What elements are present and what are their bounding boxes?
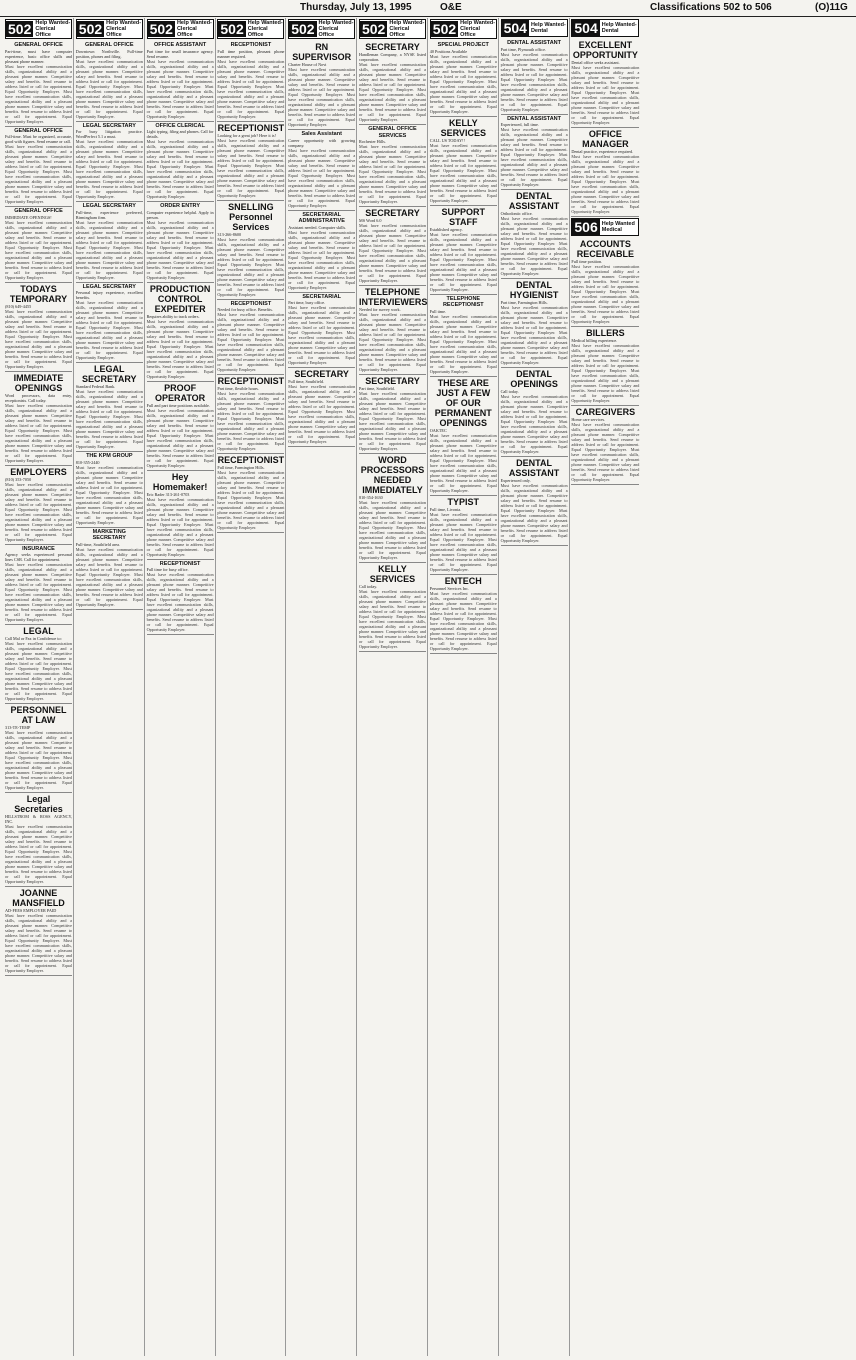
section-name: O&E — [440, 2, 462, 13]
classified-ad — [571, 39, 639, 128]
ad-headline: Legal Secretaries — [14, 794, 63, 814]
ad-heading: GENERAL OFFICE — [14, 127, 63, 134]
ad-fine-print: Must have excellent communication skills, organizational ability and a pleasant phone manner. Competitive salary and benefits. Send resume to address listed or call for appointment. Equal Opportunity Employer. Must have excellent communication skills, organizational ability and a pleasant phone manner. Competitive salary and benefits. Send resume to address listed or call for appointment. Equal Opportunity Employer. — [358, 312, 426, 372]
ad-headline: THESE ARE JUST A FEW OF OUR PERMANENT OPENINGS — [434, 377, 492, 428]
column-4 — [216, 18, 286, 1356]
classified-ad — [5, 545, 72, 626]
section-title: Help Wanted Medical — [601, 221, 635, 233]
ad-body: Career opportunity with growing company. — [288, 137, 356, 148]
ad-fine-print: Must have excellent communication skills, organizational ability and a pleasant phone manner. Competitive salary and benefits. Send resume to address listed or call for appointment. Equal Opportunity Employer. Must have excellent communication skills, organizational ability and a pleasant phone manner. Competitive salary and benefits. Send resume to address listed or call for appointment. Equal Opportunity Employer. — [5, 144, 72, 204]
ad-fine-print: Must have excellent communication skills, organizational ability and a pleasant phone manner. Competitive salary and benefits. Send resume to address listed or call for appointment. Equal Opportunity Employer. Must have excellent communication skills, organizational ability and a pleasant phone manner. Competitive salary and benefits. Send resume to address listed or call for appointment. Equal Opportunity Employer. — [288, 305, 356, 365]
ad-fine-print: Must have excellent communication skills, organizational ability and a pleasant phone manner. Competitive salary and benefits. Send resume to address listed or call for appointment. Equal Opportunity Employer. Must have excellent communication skills, organizational ability and a pleasant phone manner. Competitive salary and benefits. Send resume to address listed or call for appointment. Equal Opportunity Employer. — [217, 391, 285, 451]
ad-body: Full time for busy office. — [146, 567, 189, 572]
ad-body: Experienced, full time. — [500, 122, 539, 127]
classified-ad — [571, 238, 639, 327]
column-6 — [358, 18, 428, 1356]
ad-fine-print: Must have excellent communication skills, organizational ability and a pleasant phone manner. Competitive salary and benefits. Send resume to address listed or call for appointment. Equal Opportunity Employer. Must have excellent communication skills, organizational ability and a pleasant phone manner. Competitive salary and benefits. Send resume to address listed or call for appointment. Equal Opportunity Employer. — [429, 142, 497, 203]
classified-ad — [5, 793, 72, 887]
ad-fine-print: Must have excellent communication skills, organizational ability and a pleasant phone manner. Competitive salary and benefits. Send resume to address listed or call for appointment. Equal Opportunity Employer. Must have excellent communication skills, organizational ability and a pleasant phone manner. Competitive salary and benefits. Send resume to address listed or call for appointment. Equal Opportunity Employer. — [500, 51, 568, 112]
ad-body: Downtown Northville. Full-time position, phones and filing. — [75, 48, 143, 59]
page-date: Thursday, July 13, 1995 — [300, 2, 412, 13]
ad-headline: Hey Homemaker! — [152, 471, 208, 492]
ad-heading: TELEPHONE RECEPTIONIST — [442, 295, 484, 308]
ad-body: Full time. — [429, 308, 447, 314]
ad-headline: OFFICE MANAGER — [582, 129, 629, 149]
ad-body: Full-time, Southfield area. — [75, 541, 120, 547]
ad-body: Full time position, pleasant phone manner required. — [217, 48, 285, 59]
ad-body: Dental practice, experience required. — [571, 149, 634, 154]
ad-fine-print: Must have excellent communication skills, organizational ability and a pleasant phone manner. Competitive salary and benefits. Send resume to address listed or call for appointment. Equal Opportunity Employer. Must have excellent communication skills, organizational ability and a pleasant phone manner. Competitive salary and benefits. Send resume to address listed or call for appointment. Equal Opportunity Employer. — [217, 236, 285, 297]
section-number: 502 — [432, 21, 457, 37]
ad-body: Part-time, must have computer experience, basic office skills and pleasant phone manner. — [5, 48, 72, 64]
classified-ad — [5, 466, 72, 545]
classified-ad — [76, 363, 143, 452]
ad-fine-print: Must have excellent communication skills, organizational ability and a pleasant phone manner. Competitive salary and benefits. Send resume to address listed or call for appointment. Equal Opportunity Employer. Must have excellent communication skills, organizational ability and a pleasant phone manner. Competitive salary and benefits. Send resume to address listed or call for appointment. Equal Opportunity Employer. — [500, 305, 568, 365]
section-title: Help Wanted-Clerical Office — [35, 20, 71, 38]
classified-ad — [571, 406, 639, 485]
ad-headline: SNELLING Personnel Services — [228, 201, 274, 232]
ad-fine-print: Must have excellent communication skills, organizational ability and a pleasant phone manner. Competitive salary and benefits. Send resume to address listed or call for appointment. Equal Opportunity Employer. Must have excellent communication skills, organizational ability and a pleasant phone manner. Competitive salary and benefits. Send resume to address listed or call for appointment. Equal Opportunity Employer. — [75, 58, 143, 119]
ad-fine-print: Must have excellent communication skills, organizational ability and a pleasant phone manner. Competitive salary and benefits. Send resume to address listed or call for appointment. Equal Opportunity Employer. Must have excellent communication skills, organizational ability and a pleasant phone manner. Competitive salary and benefits. Send resume to address listed or call for appointment. Equal Opportunity Employer. — [571, 65, 640, 125]
classified-ad — [430, 117, 497, 206]
classified-ad — [359, 563, 426, 652]
ad-body: OAKTEC — [429, 427, 447, 433]
section-header — [571, 19, 639, 37]
ad-headline: EMPLOYERS — [10, 466, 67, 477]
ad-body: Part time, Plymouth office. — [500, 46, 546, 52]
ad-fine-print: Must have excellent communication skills, organizational ability and a pleasant phone manner. Competitive salary and benefits. Send resume to address listed or call for appointment. Equal Opportunity Employer. Must have excellent communication skills, organizational ability and a pleasant phone manner. Competitive salary and benefits. Send resume to address listed or call for appointment. Equal Opportunity Employer. — [146, 219, 214, 280]
section-title: Help Wanted-Clerical Office — [247, 20, 283, 38]
classified-ad — [217, 201, 284, 300]
ad-body: 313-TE-TEMP — [5, 725, 31, 730]
section-number: 504 — [574, 20, 598, 36]
ad-headline: TYPIST — [447, 496, 480, 507]
ad-headline: WORD PROCESSORS NEEDED IMMEDIATELY — [360, 455, 425, 495]
ad-body: 313-266-8600 — [217, 231, 242, 237]
ad-fine-print: Must have excellent communication skills, organizational ability and a pleasant phone manner. Competitive salary and benefits. Send resume to address listed or call for appointment. Equal Opportunity Employer. Must have excellent communication skills, organizational ability and a pleasant phone manner. Competitive salary and benefits. Send resume to address listed or call for appointment. Equal Opportunity Employer. — [75, 300, 143, 360]
ad-headline: ACCOUNTS RECEIVABLE — [576, 239, 635, 259]
ad-headline: PERSONNEL AT LAW — [10, 705, 67, 725]
ad-body: 810-354-1630 — [358, 495, 383, 500]
ad-fine-print: Must have excellent communication skills, organizational ability and a pleasant phone manner. Competitive salary and benefits. Send resume to address listed or call for appointment. Equal Opportunity Employer. Must have excellent communication skills, organizational ability and a pleasant phone manner. Competitive salary and benefits. Send resume to address listed or call for appointment. Equal Opportunity Employer. — [500, 394, 568, 454]
ad-fine-print: Must have excellent communication skills, organizational ability and a pleasant phone manner. Competitive salary and benefits. Send resume to address listed or call for appointment. Equal Opportunity Employer. Must have excellent communication skills, organizational ability and a pleasant phone manner. Competitive salary and benefits. Send resume to address listed or call for appointment. Equal Opportunity Employer. — [75, 139, 143, 199]
ad-fine-print: Must have excellent communication skills, organizational ability and a pleasant phone manner. Competitive salary and benefits. Send resume to address listed or call for appointment. Equal Opportunity Employer. Must have excellent communication skills, organizational ability and a pleasant phone manner. Competitive salary and benefits. Send resume to address listed or call for appointment. Equal Opportunity Employer. — [429, 231, 497, 292]
ad-fine-print: Must have excellent communication skills, organizational ability and a pleasant phone manner. Competitive salary and benefits. Send resume to address listed or call for appointment. Equal Opportunity Employer. Must have excellent communication skills, organizational ability and a pleasant phone manner. Competitive salary and benefits. Send resume to address listed or call for appointment. Equal Opportunity Employer. — [5, 308, 72, 369]
section-title: Help Wanted-Clerical Office — [176, 20, 212, 38]
ad-heading: OFFICE CLERICAL — [155, 122, 205, 129]
classified-ad — [147, 471, 214, 560]
ad-heading: LEGAL SECRETARY — [82, 283, 136, 290]
ad-headline: KELLY SERVICES — [440, 117, 486, 138]
ad-heading: GENERAL OFFICE SERVICES — [368, 126, 417, 139]
section-header-medical — [571, 218, 639, 236]
section-title: Help Wanted-Dental — [601, 22, 637, 34]
classified-ad — [288, 41, 355, 130]
ad-body: Needed for survey work. — [358, 307, 401, 312]
ad-body: Part time, busy office. — [288, 300, 326, 305]
ad-fine-print: Must have excellent communication skills, organizational ability and a pleasant phone manner. Competitive salary and benefits. Send resume to address listed or call for appointment. Equal Opportunity Employer. Must have excellent communication skills, organizational ability and a pleasant phone manner. Competitive salary and benefits. Send resume to address listed or call for appointment. Equal Opportunity Employer. — [5, 641, 72, 701]
section-header — [217, 19, 284, 39]
classified-ad — [359, 286, 426, 375]
ad-heading: RECEPTIONIST — [230, 42, 272, 48]
ad-body: Home care services. — [571, 417, 606, 422]
classified-ad — [288, 130, 355, 211]
section-header — [359, 19, 426, 39]
ad-headline: LEGAL SECRETARY — [82, 364, 137, 384]
ad-body: CALL US TODAY!! — [429, 137, 465, 143]
ad-body: Personnel Services Inc. — [429, 585, 469, 591]
ad-fine-print: Must have excellent communication skills, organizational ability and a pleasant phone manner. Competitive salary and benefits. Send resume to address listed or call for appointment. Equal Opportunity Employer. Must have excellent communication skills, organizational ability and a pleasant phone manner. Competitive salary and benefits. Send resume to address listed or call for appointment. Equal Opportunity Employer. — [5, 562, 72, 622]
ad-headline: DENTAL HYGIENIST — [509, 280, 559, 300]
ad-fine-print: Must have excellent communication skills, organizational ability and a pleasant phone manner. Competitive salary and benefits. Send resume to address listed or call for appointment. Equal Opportunity Employer. Must have excellent communication skills, organizational ability and a pleasant phone manner. Competitive salary and benefits. Send resume to address listed or call for appointment. Equal Opportunity Employer. — [358, 589, 426, 649]
ad-body: Full time, Farmington Hills. — [217, 465, 265, 470]
section-header — [501, 19, 568, 37]
ad-fine-print: Must have excellent communication skills, organizational ability and a pleasant phone manner. Competitive salary and benefits. Send resume to address listed or call for appointment. Equal Opportunity Employer. Must have excellent communication skills, organizational ability and a pleasant phone manner. Competitive salary and benefits. Send resume to address listed or call for appointment. Equal Opportunity Employer. — [75, 219, 143, 280]
classified-ad — [5, 207, 72, 283]
classified-ad — [571, 128, 639, 217]
ad-fine-print: Must have excellent communication skills, organizational ability and a pleasant phone manner. Competitive salary and benefits. Send resume to address listed or call for appointment. Equal Opportunity Employer. Must have excellent communication skills, organizational ability and a pleasant phone manner. Competitive salary and benefits. Send resume to address listed or call for appointment. Equal Opportunity Employer. — [5, 481, 72, 542]
ad-heading: LEGAL SECRETARY — [82, 122, 136, 129]
classified-ad — [288, 211, 355, 293]
ad-body: Call Mal or Fax in Confidence to: — [5, 636, 62, 641]
section-number: 504 — [503, 20, 527, 36]
classified-ad — [288, 293, 355, 369]
classified-ad — [430, 41, 497, 117]
classified-ad — [217, 454, 284, 533]
ad-headline: SECRETARY — [365, 208, 420, 218]
classified-ad — [5, 887, 72, 976]
ad-fine-print: Must have excellent communication skills, organizational ability and a pleasant phone manner. Competitive salary and benefits. Send resume to address listed or call for appointment. Equal Opportunity Employer. Must have excellent communication skills, organizational ability and a pleasant phone manner. Competitive salary and benefits. Send resume to address listed or call for appointment. Equal Opportunity Employer. — [146, 139, 214, 199]
ad-fine-print: Must have excellent communication skills, organizational ability and a pleasant phone manner. Competitive salary and benefits. Send resume to address listed or call for appointment. Equal Opportunity Employer. Must have excellent communication skills, organizational ability and a pleasant phone manner. Competitive salary and benefits. Send resume to address listed or call for appointment. Equal Opportunity Employer. — [217, 137, 285, 198]
ad-body: Part time, Southfield. — [358, 386, 395, 391]
ad-heading: MARKETING SECRETARY — [92, 528, 126, 541]
ad-body: Agency seeks experienced personal lines CSR. Call for appointment. — [5, 552, 72, 562]
section-title: Help Wanted-Dental — [530, 22, 566, 34]
section-header — [288, 19, 355, 39]
section-number: 502 — [8, 21, 32, 37]
ad-heading: LEGAL SECRETARY — [82, 203, 136, 209]
section-title: Help Wanted-Clerical Office — [318, 20, 354, 38]
classified-ad — [5, 127, 72, 208]
ad-body: Part time, Farmington Hills. — [500, 300, 548, 305]
ad-heading: SECRETARIAL ADMINISTRATIVE — [298, 211, 345, 224]
ad-headline: LEGAL — [23, 626, 54, 636]
classified-ad — [359, 41, 426, 125]
classified-ad — [359, 375, 426, 454]
ad-fine-print: Must have excellent communication skills, organizational ability and a pleasant phone manner. Competitive salary and benefits. Send resume to address listed or call for appointment. Equal Opportunity Employer. Must have excellent communication skills, organizational ability and a pleasant phone manner. Competitive salary and benefits. Send resume to address listed or call for appointment. Equal Opportunity Employer. — [358, 223, 426, 283]
ad-body: 40 Positions Available — [429, 48, 468, 54]
column-9 — [570, 18, 640, 1356]
ad-body: Full and part time positions available. — [146, 402, 210, 408]
ad-heading: Sales Assistant — [301, 131, 342, 137]
ad-body: Needed for busy office. Benefits. — [217, 307, 273, 312]
column-7 — [429, 18, 499, 1356]
classified-ad — [501, 368, 568, 457]
column-8 — [500, 18, 570, 1356]
ad-body: Handleman Company, a NYSE listed corporation. — [358, 52, 426, 62]
ad-body: Eric Rader 313-261-0703 — [146, 491, 190, 497]
ad-body: Part time, flexible hours. — [217, 386, 259, 391]
ad-headline: SUPPORT STAFF — [441, 206, 486, 227]
ad-fine-print: Must have excellent communication skills, organizational ability and a pleasant phone manner. Competitive salary and benefits. Send resume to address listed or call for appointment. Equal Opportunity Employer. Must have excellent communication skills, organizational ability and a pleasant phone manner. Competitive salary and benefits. Send resume to address listed or call for appointment. Equal Opportunity Employer. — [217, 470, 285, 530]
ad-heading: DENTAL ASSISTANT — [507, 40, 562, 46]
ad-body: (810) 353-7050 — [5, 476, 32, 482]
ad-body: Dental office seeks assistant. — [571, 60, 620, 65]
column-1 — [4, 18, 74, 1356]
section-number: 502 — [149, 21, 173, 37]
classified-ad — [147, 41, 214, 122]
ad-body: Part time for small insurance agency. Send resume. — [146, 48, 214, 59]
ad-headline: BILLERS — [586, 328, 625, 338]
ad-body: Established agency. — [429, 226, 463, 232]
ad-body: Full time, Livonia. — [429, 506, 462, 512]
ad-headline: PROOF OPERATOR — [155, 382, 206, 403]
ad-headline: JOANNE MANSFIELD — [12, 888, 65, 908]
classifications-range: Classifications 502 to 506 — [650, 2, 772, 13]
classified-ad — [76, 202, 143, 283]
classified-ad — [501, 190, 568, 279]
classified-ad — [217, 375, 284, 454]
classified-ad — [430, 496, 497, 575]
ad-body: Light typing, filing and phones. Call for details. — [146, 129, 214, 139]
ad-fine-print: Must have excellent communication skills, organizational ability and a pleasant phone manner. Competitive salary and benefits. Send resume to address listed or call for appointment. Equal Opportunity Employer. Must have excellent communication skills, organizational ability and a pleasant phone manner. Competitive salary and benefits. Send resume to address listed or call for appointment. Equal Opportunity Employer. — [358, 144, 426, 204]
ad-fine-print: Must have excellent communication skills, organizational ability and a pleasant phone manner. Competitive salary and benefits. Send resume to address listed or call for appointment. Equal Opportunity Employer. Must have excellent communication skills, organizational ability and a pleasant phone manner. Competitive salary and benefits. Send resume to address listed or call for appointment. Equal Opportunity Employer. — [358, 391, 426, 451]
classified-ad — [147, 560, 214, 636]
ad-headline: TODAYS TEMPORARY — [9, 283, 68, 304]
ad-heading: ORDER ENTRY — [160, 203, 200, 209]
classified-ad — [217, 122, 284, 201]
ad-headline: IMMEDIATE OPENINGS — [13, 372, 64, 393]
ad-fine-print: Must have excellent communication skills, organizational ability and a pleasant phone manner. Competitive salary and benefits. Send resume to address listed or call for appointment. Equal Opportunity Employer. Must have excellent communication skills, organizational ability and a pleasant phone manner. Competitive salary and benefits. Send resume to address listed or call for appointment. Equal Opportunity Employer. — [5, 63, 72, 124]
section-number: 506 — [574, 219, 598, 235]
ad-heading: DENTAL ASSISTANT — [507, 115, 562, 122]
ad-headline: RECEPTIONIST — [217, 122, 285, 133]
ad-fine-print: Must have excellent communication skills, organizational ability and a pleasant phone manner. Competitive salary and benefits. Send resume to address listed or call for appointment. Equal Opportunity Employer. Must have excellent communication skills, organizational ability and a pleasant phone manner. Competitive salary and benefits. Send resume to address listed or call for appointment. Equal Opportunity Employer. — [429, 53, 497, 114]
ad-fine-print: Must have excellent communication skills, organizational ability and a pleasant phone manner. Competitive salary and benefits. Send resume to address listed or call for appointment. Equal Opportunity Employer. Must have excellent communication skills, organizational ability and a pleasant phone manner. Competitive salary and benefits. Send resume to address listed or call for appointment. Equal Opportunity Employer. — [288, 67, 356, 127]
section-title: Help Wanted-Clerical Office — [389, 20, 425, 38]
ad-body: Personal injury experience, excellent benefits. — [75, 290, 143, 300]
ad-body: HILLSTROM & ROSS AGENCY, INC. — [5, 814, 72, 824]
classified-ad — [76, 452, 143, 528]
classified-ad — [359, 454, 426, 563]
classified-ad — [430, 377, 497, 496]
ad-fine-print: Must have excellent communication skills, organizational ability and a pleasant phone manner. Competitive salary and benefits. Send resume to address listed or call for appointment. Equal Opportunity Employer. Must have excellent communication skills, organizational ability and a pleasant phone manner. Competitive salary and benefits. Send resume to address listed or call for appointment. Equal Opportunity Employer. — [500, 483, 568, 543]
section-title: Help Wanted-Clerical Office — [106, 20, 142, 38]
ad-headline: KELLY SERVICES — [369, 564, 416, 584]
classified-ad — [501, 115, 568, 191]
ad-headline: SECRETARY — [365, 42, 420, 52]
section-header — [430, 19, 497, 39]
ad-heading: SECRETARIAL — [302, 293, 342, 300]
ad-headline: ENTECH — [444, 575, 482, 586]
classified-ad — [288, 368, 355, 447]
classified-columns — [4, 18, 854, 1356]
classified-ad — [147, 283, 214, 382]
ad-fine-print: Must have excellent communication skills, organizational ability and a pleasant phone manner. Competitive salary and benefits. Send resume to address listed or call for appointment. Equal Opportunity Employer. Must have excellent communication skills, organizational ability and a pleasant phone manner. Competitive salary and benefits. Send resume to address listed or call for appointment. Equal Opportunity Employer. — [429, 511, 497, 572]
ad-fine-print: Must have excellent communication skills, organizational ability and a pleasant phone manner. Competitive salary and benefits. Send resume to address listed or call for appointment. Equal Opportunity Employer. Must have excellent communication skills, organizational ability and a pleasant phone manner. Competitive salary and benefits. Send resume to address listed or call for appointment. Equal Opportunity Employer. — [288, 147, 356, 208]
ad-fine-print: Must have excellent communication skills, organizational ability and a pleasant phone manner. Competitive salary and benefits. Send resume to address listed or call for appointment. Equal Opportunity Employer. Must have excellent communication skills, organizational ability and a pleasant phone manner. Competitive salary and benefits. Send resume to address listed or call for appointment. Equal Opportunity Employer. — [5, 913, 72, 973]
classified-ad — [501, 457, 568, 546]
ad-body: Standard Federal Bank. — [75, 384, 116, 389]
ad-body: Full time, Southfield. — [288, 379, 325, 384]
ad-fine-print: Must have excellent communication skills, organizational ability and a pleasant phone manner. Competitive salary and benefits. Send resume to address listed or call for appointment. Equal Opportunity Employer. Must have excellent communication skills, organizational ability and a pleasant phone manner. Competitive salary and benefits. Send resume to address listed or call for appointment. Equal Opportunity Employer. — [146, 407, 214, 468]
classified-ad — [430, 575, 497, 654]
section-header — [76, 19, 143, 39]
ad-body: Full-time. Must be organized, accurate, good with figures. Send resume or call. — [5, 134, 72, 144]
ad-headline: PRODUCTION CONTROL EXPEDITER — [149, 283, 211, 314]
ad-fine-print: Must have excellent communication skills, organizational ability and a pleasant phone manner. Competitive salary and benefits. Send resume to address listed or call for appointment. Equal Opportunity Employer. Must have excellent communication skills, organizational ability and a pleasant phone manner. Competitive salary and benefits. Send resume to address listed or call for appointment. Equal Opportunity Employer. — [288, 384, 356, 444]
ad-fine-print: Must have excellent communication skills, organizational ability and a pleasant phone manner. Competitive salary and benefits. Send resume to address listed or call for appointment. Equal Opportunity Employer. Must have excellent communication skills, organizational ability and a pleasant phone manner. Competitive salary and benefits. Send resume to address listed or call for appointment. Equal Opportunity Employer. — [5, 730, 72, 790]
ad-headline: RECEPTIONIST — [217, 376, 285, 386]
ad-fine-print: Must have excellent communication skills, organizational ability and a pleasant phone manner. Competitive salary and benefits. Send resume to address listed or call for appointment. Equal Opportunity Employer. Must have excellent communication skills, organizational ability and a pleasant phone manner. Competitive salary and benefits. Send resume to address listed or call for appointment. Equal Opportunity Employer. — [5, 824, 72, 884]
classified-ad — [501, 279, 568, 368]
ad-fine-print: Must have excellent communication skills, organizational ability and a pleasant phone manner. Competitive salary and benefits. Send resume to address listed or call for appointment. Equal Opportunity Employer. Must have excellent communication skills, organizational ability and a pleasant phone manner. Competitive salary and benefits. Send resume to address listed or call for appointment. Equal Opportunity Employer. — [217, 312, 285, 372]
ad-body: Full-time, experience preferred, Birmingham firm. — [75, 209, 143, 220]
classified-ad — [5, 625, 72, 704]
ad-fine-print: Must have excellent communication skills, organizational ability and a pleasant phone manner. Competitive salary and benefits. Send resume to address listed or call for appointment. Equal Opportunity Employer. Must have excellent communication skills, organizational ability and a pleasant phone manner. Competitive salary and benefits. Send resume to address listed or call for appointment. Equal Opportunity Employer. — [146, 318, 214, 379]
section-title: Help Wanted-Clerical Office — [460, 20, 496, 38]
ad-body: MS Word 6.0 — [358, 218, 382, 223]
section-number: 502 — [78, 21, 103, 37]
ad-fine-print: Must have excellent communication skills, organizational ability and a pleasant phone manner. Competitive salary and benefits. Send resume to address listed or call for appointment. Equal Opportunity Employer. Must have excellent communication skills, organizational ability and a pleasant phone manner. Competitive salary and benefits. Send resume to address listed or call for appointment. Equal Opportunity Employer. — [571, 422, 640, 482]
classified-ad — [430, 206, 497, 295]
ad-fine-print: Must have excellent communication skills, organizational ability and a pleasant phone manner. Competitive salary and benefits. Send resume to address listed or call for appointment. Equal Opportunity Employer. Must have excellent communication skills, organizational ability and a pleasant phone manner. Competitive salary and benefits. Send resume to address listed or call for appointment. Equal Opportunity Employer. — [75, 464, 143, 525]
ad-fine-print: Must have excellent communication skills, organizational ability and a pleasant phone manner. Competitive salary and benefits. Send resume to address listed or call for appointment. Equal Opportunity Employer. Must have excellent communication skills, organizational ability and a pleasant phone manner. Competitive salary and benefits. Send resume to address listed or call for appointment. Equal Opportunity Employer. — [288, 229, 356, 290]
column-3 — [146, 18, 216, 1356]
ad-body: Orthodontic office. — [500, 211, 533, 216]
ad-headline: DENTAL ASSISTANT — [508, 458, 560, 478]
section-number: 502 — [361, 21, 386, 37]
classified-ad — [147, 122, 214, 203]
ad-fine-print: Must have excellent communication skills, organizational ability and a pleasant phone manner. Competitive salary and benefits. Send resume to address listed or call for appointment. Equal Opportunity Employer. Must have excellent communication skills, organizational ability and a pleasant phone manner. Competitive salary and benefits. Send resume to address listed or call for appointment. Equal Opportunity Employer. — [75, 389, 143, 449]
ad-body: Call today. — [358, 584, 378, 589]
ad-body: AD-FEES EMPLOYER PAID — [5, 908, 57, 913]
ad-fine-print: Must have excellent communication skills, organizational ability and a pleasant phone manner. Competitive salary and benefits. Send resume to address listed or call for appointment. Equal Opportunity Employer. Must have excellent communication skills, organizational ability and a pleasant phone manner. Competitive salary and benefits. Send resume to address listed or call for appointment. Equal Opportunity Employer. — [146, 496, 214, 557]
ad-headline: EXCELLENT OPPORTUNITY — [572, 40, 638, 60]
classified-ad — [5, 704, 72, 793]
ad-body: Full time position. — [571, 259, 603, 264]
ad-fine-print: Must have excellent communication skills, organizational ability and a pleasant phone manner. Competitive salary and benefits. Send resume to address listed or call for appointment. Equal Opportunity Employer. Must have excellent communication skills, organizational ability and a pleasant phone manner. Competitive salary and benefits. Send resume to address listed or call for appointment. Equal Opportunity Employer. — [429, 590, 497, 651]
classified-ad — [571, 327, 639, 406]
classified-ad — [76, 528, 143, 610]
ad-headline: DENTAL ASSISTANT — [508, 191, 560, 211]
ad-body: 810-355-2440 — [75, 459, 100, 465]
ad-fine-print: Must have excellent communication skills, organizational ability and a pleasant phone manner. Competitive salary and benefits. Send resume to address listed or call for appointment. Equal Opportunity Employer. Must have excellent communication skills, organizational ability and a pleasant phone manner. Competitive salary and benefits. Send resume to address listed or call for appointment. Equal Opportunity Employer. — [500, 216, 568, 276]
ad-body: Experienced only. — [500, 478, 531, 483]
ad-body: (810) 649-4455 — [5, 303, 32, 309]
section-header — [147, 19, 214, 39]
classified-ad — [147, 202, 214, 283]
ad-headline: SECRETARY — [294, 369, 349, 379]
ad-fine-print: Must have excellent communication skills, organizational ability and a pleasant phone manner. Competitive salary and benefits. Send resume to address listed or call for appointment. Equal Opportunity Employer. Must have excellent communication skills, organizational ability and a pleasant phone manner. Competitive salary and benefits. Send resume to address listed or call for appointment. Equal Opportunity Employer. — [571, 343, 640, 403]
ad-fine-print: Must have excellent communication skills, organizational ability and a pleasant phone manner. Competitive salary and benefits. Send resume to address listed or call for appointment. Equal Opportunity Employer. Must have excellent communication skills, organizational ability and a pleasant phone manner. Competitive salary and benefits. Send resume to address listed or call for appointment. Equal Opportunity Employer. — [358, 500, 426, 560]
ad-heading: RECEPTIONIST — [159, 560, 201, 567]
ad-fine-print: Must have excellent communication skills, organizational ability and a pleasant phone manner. Competitive salary and benefits. Send resume to address listed or call for appointment. Equal Opportunity Employer. Must have excellent communication skills, organizational ability and a pleasant phone manner. Competitive salary and benefits. Send resume to address listed or call for appointment. Equal Opportunity Employer. — [429, 313, 497, 374]
ad-heading: GENERAL OFFICE — [85, 42, 134, 48]
ad-heading: GENERAL OFFICE — [14, 208, 63, 214]
ad-body: Assistant needed. Computer skills. — [288, 224, 347, 230]
ad-heading: INSURANCE — [22, 545, 55, 552]
ad-heading: OFFICE ASSISTANT — [153, 42, 207, 48]
classified-ad — [5, 283, 72, 372]
section-header — [5, 19, 72, 39]
ad-headline: SECRETARY — [365, 376, 420, 386]
ad-fine-print: Must have excellent communication skills, organizational ability and a pleasant phone manner. Competitive salary and benefits. Send resume to address listed or call for appointment. Equal Opportunity Employer. Must have excellent communication skills, organizational ability and a pleasant phone manner. Competitive salary and benefits. Send resume to address listed or call for appointment. Equal Opportunity Employer. — [5, 219, 72, 280]
ad-body: Call today. — [500, 389, 519, 394]
ad-fine-print: Must have excellent communication skills, organizational ability and a pleasant phone manner. Competitive salary and benefits. Send resume to address listed or call for appointment. Equal Opportunity Employer. Must have excellent communication skills, organizational ability and a pleasant phone manner. Competitive salary and benefits. Send resume to address listed or call for appointment. Equal Opportunity Employer. — [146, 58, 214, 119]
classified-ad — [501, 39, 568, 115]
classified-ad — [217, 300, 284, 376]
ad-body: Computer experience helpful. Apply in person. — [146, 209, 214, 220]
ad-body: Medical billing experience. — [571, 338, 618, 343]
ad-fine-print: Must have excellent communication skills, organizational ability and a pleasant phone manner. Competitive salary and benefits. Send resume to address listed or call for appointment. Equal Opportunity Employer. Must have excellent communication skills, organizational ability and a pleasant phone manner. Competitive salary and benefits. Send resume to address listed or call for appointment. Equal Opportunity Employer. — [500, 127, 568, 187]
classified-ad — [430, 295, 497, 377]
ad-body: Requires ability to track orders. — [146, 313, 200, 319]
ad-heading: THE KPM GROUP — [86, 453, 133, 459]
ad-heading: RECEPTIONIST — [230, 300, 272, 307]
ad-headline: CAREGIVERS — [575, 407, 636, 417]
ad-body: Charter House of Novi — [288, 62, 327, 67]
column-5 — [287, 18, 357, 1356]
classified-ad — [5, 41, 72, 127]
classified-ad — [76, 283, 143, 364]
classified-ad — [5, 372, 72, 466]
classified-ad — [147, 382, 214, 471]
classified-ad — [76, 41, 143, 122]
ad-body: Word processors, data entry, receptionists. Call today. — [5, 392, 72, 403]
ad-fine-print: Must have excellent communication skills, organizational ability and a pleasant phone manner. Competitive salary and benefits. Send resume to address listed or call for appointment. Equal Opportunity Employer. Must have excellent communication skills, organizational ability and a pleasant phone manner. Competitive salary and benefits. Send resume to address listed or call for appointment. Equal Opportunity Employer. — [429, 432, 497, 493]
ad-headline: RECEPTIONIST — [217, 455, 285, 465]
classified-ad — [359, 207, 426, 286]
ad-heading: SPECIAL PROJECT — [437, 42, 489, 48]
classified-ad — [76, 122, 143, 203]
ad-body: Rochester Hills. — [358, 139, 386, 144]
ad-body: For busy litigation practice. WordPerfect 5.1 a must. — [75, 129, 143, 139]
section-number: 502 — [291, 21, 315, 37]
ad-fine-print: Must have excellent communication skills, organizational ability and a pleasant phone manner. Competitive salary and benefits. Send resume to address listed or call for appointment. Equal Opportunity Employer. Must have excellent communication skills, organizational ability and a pleasant phone manner. Competitive salary and benefits. Send resume to address listed or call for appointment. Equal Opportunity Employer. — [217, 58, 285, 119]
classified-ad — [359, 125, 426, 207]
ad-fine-print: Must have excellent communication skills, organizational ability and a pleasant phone manner. Competitive salary and benefits. Send resume to address listed or call for appointment. Equal Opportunity Employer. Must have excellent communication skills, organizational ability and a pleasant phone manner. Competitive salary and benefits. Send resume to address listed or call for appointment. Equal Opportunity Employer. — [75, 546, 143, 607]
ad-fine-print: Must have excellent communication skills, organizational ability and a pleasant phone manner. Competitive salary and benefits. Send resume to address listed or call for appointment. Equal Opportunity Employer. Must have excellent communication skills, organizational ability and a pleasant phone manner. Competitive salary and benefits. Send resume to address listed or call for appointment. Equal Opportunity Employer. — [358, 62, 426, 122]
ad-heading: GENERAL OFFICE — [14, 42, 63, 48]
ad-headline: TELEPHONE INTERVIEWERS — [358, 287, 428, 307]
ad-body: Looking for a great job? Here it is! — [217, 132, 276, 138]
classified-ad — [217, 41, 284, 122]
ad-fine-print: Must have excellent communication skills, organizational ability and a pleasant phone manner. Competitive salary and benefits. Send resume to address listed or call for appointment. Equal Opportunity Employer. Must have excellent communication skills, organizational ability and a pleasant phone manner. Competitive salary and benefits. Send resume to address listed or call for appointment. Equal Opportunity Employer. — [146, 572, 214, 632]
page-number: (O)11G — [815, 2, 848, 13]
section-number: 502 — [220, 21, 244, 37]
ad-fine-print: Must have excellent communication skills, organizational ability and a pleasant phone manner. Competitive salary and benefits. Send resume to address listed or call for appointment. Equal Opportunity Employer. Must have excellent communication skills, organizational ability and a pleasant phone manner. Competitive salary and benefits. Send resume to address listed or call for appointment. Equal Opportunity Employer. — [5, 402, 72, 463]
ad-fine-print: Must have excellent communication skills, organizational ability and a pleasant phone manner. Competitive salary and benefits. Send resume to address listed or call for appointment. Equal Opportunity Employer. Must have excellent communication skills, organizational ability and a pleasant phone manner. Competitive salary and benefits. Send resume to address listed or call for appointment. Equal Opportunity Employer. — [571, 264, 640, 324]
ad-fine-print: Must have excellent communication skills, organizational ability and a pleasant phone manner. Competitive salary and benefits. Send resume to address listed or call for appointment. Equal Opportunity Employer. Must have excellent communication skills, organizational ability and a pleasant phone manner. Competitive salary and benefits. Send resume to address listed or call for appointment. Equal Opportunity Employer. — [571, 154, 640, 214]
page-header — [0, 0, 856, 17]
ad-headline: RN SUPERVISOR — [292, 42, 352, 62]
column-2 — [75, 18, 145, 1356]
ad-body: IMMEDIATE OPENINGS! — [5, 214, 52, 220]
ad-headline: DENTAL OPENINGS — [510, 369, 558, 389]
